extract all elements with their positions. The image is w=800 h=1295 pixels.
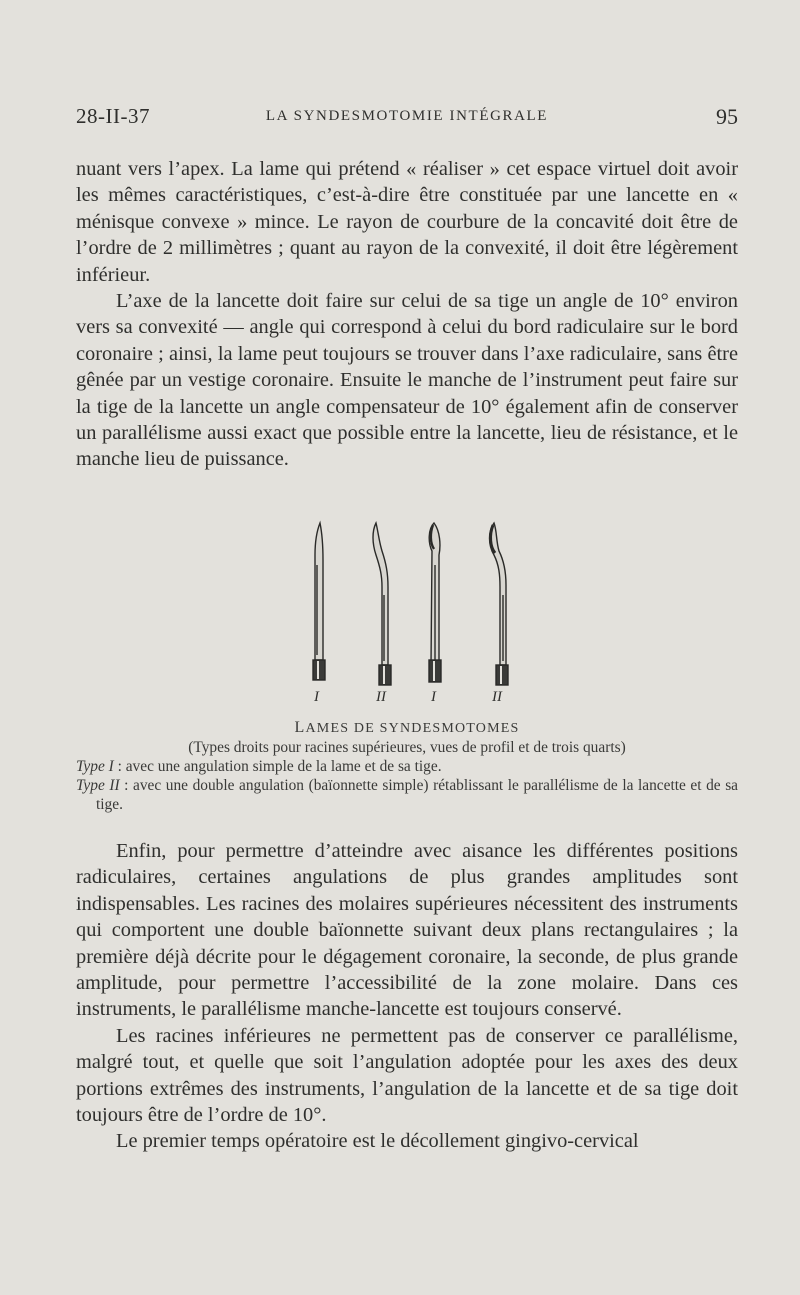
instrument-type-i-profile (313, 523, 325, 680)
figure-label: I (314, 689, 319, 705)
text-block-top (76, 156, 738, 473)
instrument-illustration (296, 515, 526, 710)
paragraph: nuant vers l’apex. La lame qui prétend « réaliser » cet espace virtuel doit avoir les mêmes caractéristiques, c’est-à-dire être constituée par une lancette en « ménisque convexe » mince. Le rayon de courbure de la concavité doit être de l’ordre de 2 millimètres ; quant au rayon de la convexité, il doit être légèrement inférieur. (76, 158, 738, 286)
caption-subtitle: (Types droits pour racines supérieures, vues de profil et de trois quarts) (188, 739, 626, 756)
figure-label: I (431, 689, 436, 705)
instrument-type-ii-profile (373, 523, 391, 685)
paragraph: Enfin, pour permettre d’atteindre avec aisance les différentes positions radiculaires, certaines angulations de plus grandes amplitudes sont indispensables. Les racines des molaires supérieures nécessitent des instruments qui comportent une double baïonnette suivant deux plans rectangulaires ; la première déjà décrite pour le dégagement coronaire, la seconde, de plus grande amplitude, pour permettre l’accessibilité de la zone molaire. Dans ces instruments, le parallélisme manche-lancette est toujours conservé. (76, 840, 738, 1021)
header-date: 28-II-37 (76, 104, 150, 128)
running-header (76, 104, 738, 138)
paragraph: Les racines inférieures ne permettent pas de conserver ce parallélisme, malgré tout, et quelle que soit l’angulation adoptée pour les axes des deux portions extrêmes des instruments, l’angulation de la lancette et de sa tige doit toujours être de l’ordre de 10°. (76, 1024, 738, 1127)
figure-label: II (376, 689, 386, 705)
header-title: LA SYNDESMOTOMIE INTÉGRALE (265, 108, 549, 124)
caption-type-i: Type I : avec une angulation simple de la lame et de sa tige. (76, 758, 442, 775)
instrument-type-ii-three-quarter (490, 523, 509, 685)
caption-type-ii: Type II : avec une double angulation (baïonnette simple) rétablissant le parallélisme de la lancette et de sa tige. (76, 777, 739, 813)
caption-title: LAMES DE SYNDESMOTOMES (294, 719, 520, 736)
figure-label: II (492, 689, 502, 705)
figure-caption (76, 718, 738, 814)
paragraph: L’axe de la lancette doit faire sur celui de sa tige un angle de 10° environ vers sa convexité — angle qui correspond à celui du bord radiculaire sur le bord coronaire ; ainsi, la lame peut toujours se trouver dans l’axe radiculaire, sans être gênée par un vestige coronaire. Ensuite le manche de l’instrument peut faire sur la tige de la lancette un angle compensateur de 10° également afin de conserver un parallélisme aussi exact que possible entre la lancette, lieu de résistance, et le manche lieu de puissance. (76, 290, 738, 471)
page-number: 95 (716, 104, 738, 129)
paragraph: Le premier temps opératoire est le décollement gingivo-cervical (116, 1130, 639, 1153)
text-block-bottom (76, 838, 738, 1155)
instrument-type-i-three-quarter (429, 523, 441, 682)
syndesmotome-figure (296, 515, 526, 710)
